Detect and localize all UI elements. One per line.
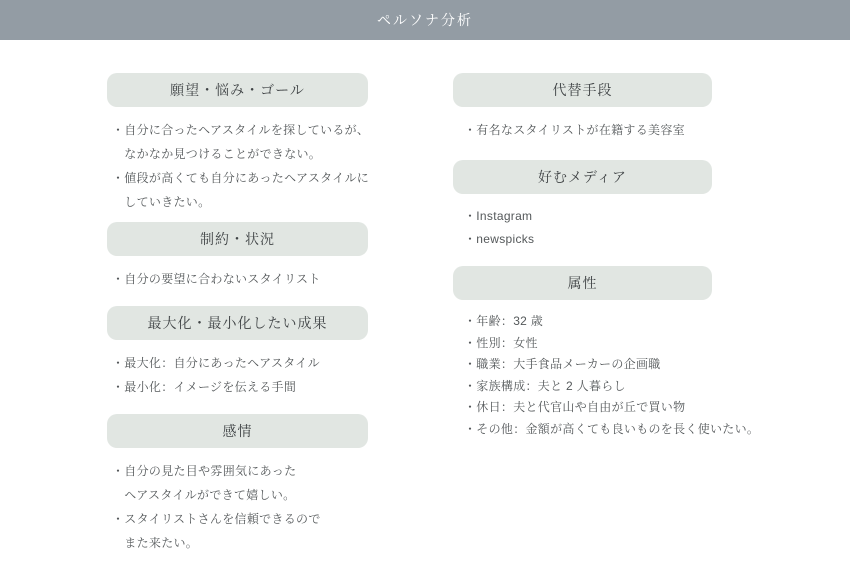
section-title: 制約・状況 <box>200 231 275 247</box>
section-desires-goals <box>107 73 368 214</box>
section-desires-goals-header <box>107 73 368 107</box>
attr-gender-line: ・性別：女性 <box>464 335 538 350</box>
section-maximize-minimize <box>107 306 368 399</box>
section-attributes-content <box>453 311 760 440</box>
bullet-line: ヘアスタイルができて嬉しい。 <box>112 488 296 502</box>
left-column <box>107 73 368 555</box>
bullet-line: していきたい。 <box>112 195 211 209</box>
section-maximize-minimize-header <box>107 306 368 340</box>
section-alternatives-header <box>453 73 712 107</box>
section-title: 最大化・最小化したい成果 <box>147 315 328 331</box>
header-bar <box>0 0 850 40</box>
section-preferred-media-content <box>453 205 712 251</box>
section-maximize-minimize-content <box>107 351 368 399</box>
section-alternatives-content <box>453 118 712 142</box>
section-emotions <box>107 414 368 555</box>
attr-holiday-line: ・休日：夫と代官山や自由が丘で買い物 <box>464 400 686 414</box>
section-title: 好むメディア <box>538 169 627 185</box>
bullet-line: ・スタイリストさんを信頼できるので <box>112 512 321 526</box>
section-emotions-content <box>107 459 368 555</box>
attr-family-line: ・家族構成：夫と 2 人暮らし <box>464 378 626 393</box>
section-constraints-header <box>107 222 368 256</box>
bullet-line: ・newspicks <box>464 232 535 246</box>
section-attributes-header <box>453 266 712 300</box>
bullet-line: ・最小化：イメージを伝える手間 <box>112 380 297 394</box>
attr-occupation-line: ・職業：大手食品メーカーの企画職 <box>464 357 661 371</box>
bullet-line: ・有名なスタイリストが在籍する美容室 <box>464 123 685 137</box>
attr-age-line: ・年齢：32 歳 <box>464 314 544 328</box>
section-preferred-media-header <box>453 160 712 194</box>
section-title: 願望・悩み・ゴール <box>170 82 305 98</box>
section-attributes <box>453 266 760 440</box>
bullet-line: ・Instagram <box>464 209 533 223</box>
bullet-line: ・最大化：自分にあったヘアスタイル <box>112 356 320 370</box>
section-preferred-media <box>453 160 712 251</box>
attr-other-line: ・その他：金額が高くても良いものを長く使いたい。 <box>464 421 760 436</box>
section-constraints <box>107 222 368 291</box>
page-title: ペルソナ分析 <box>377 12 473 28</box>
section-title: 属性 <box>567 275 598 291</box>
section-alternatives <box>453 73 712 142</box>
section-title: 感情 <box>222 423 253 439</box>
bullet-line: ・自分の見た目や雰囲気にあった <box>112 464 297 478</box>
bullet-line: ・自分に合ったヘアスタイルを探しているが、 <box>112 123 370 137</box>
section-title: 代替手段 <box>552 82 613 98</box>
bullet-line: ・値段が高くても自分にあったヘアスタイルに <box>112 171 370 185</box>
section-constraints-content <box>107 267 368 291</box>
bullet-line: なかなか見つけることができない。 <box>112 147 322 161</box>
right-column <box>453 73 760 440</box>
section-desires-goals-content <box>107 118 368 214</box>
section-emotions-header <box>107 414 368 448</box>
bullet-line: また来たい。 <box>112 536 199 550</box>
bullet-line: ・自分の要望に合わないスタイリスト <box>112 272 321 286</box>
